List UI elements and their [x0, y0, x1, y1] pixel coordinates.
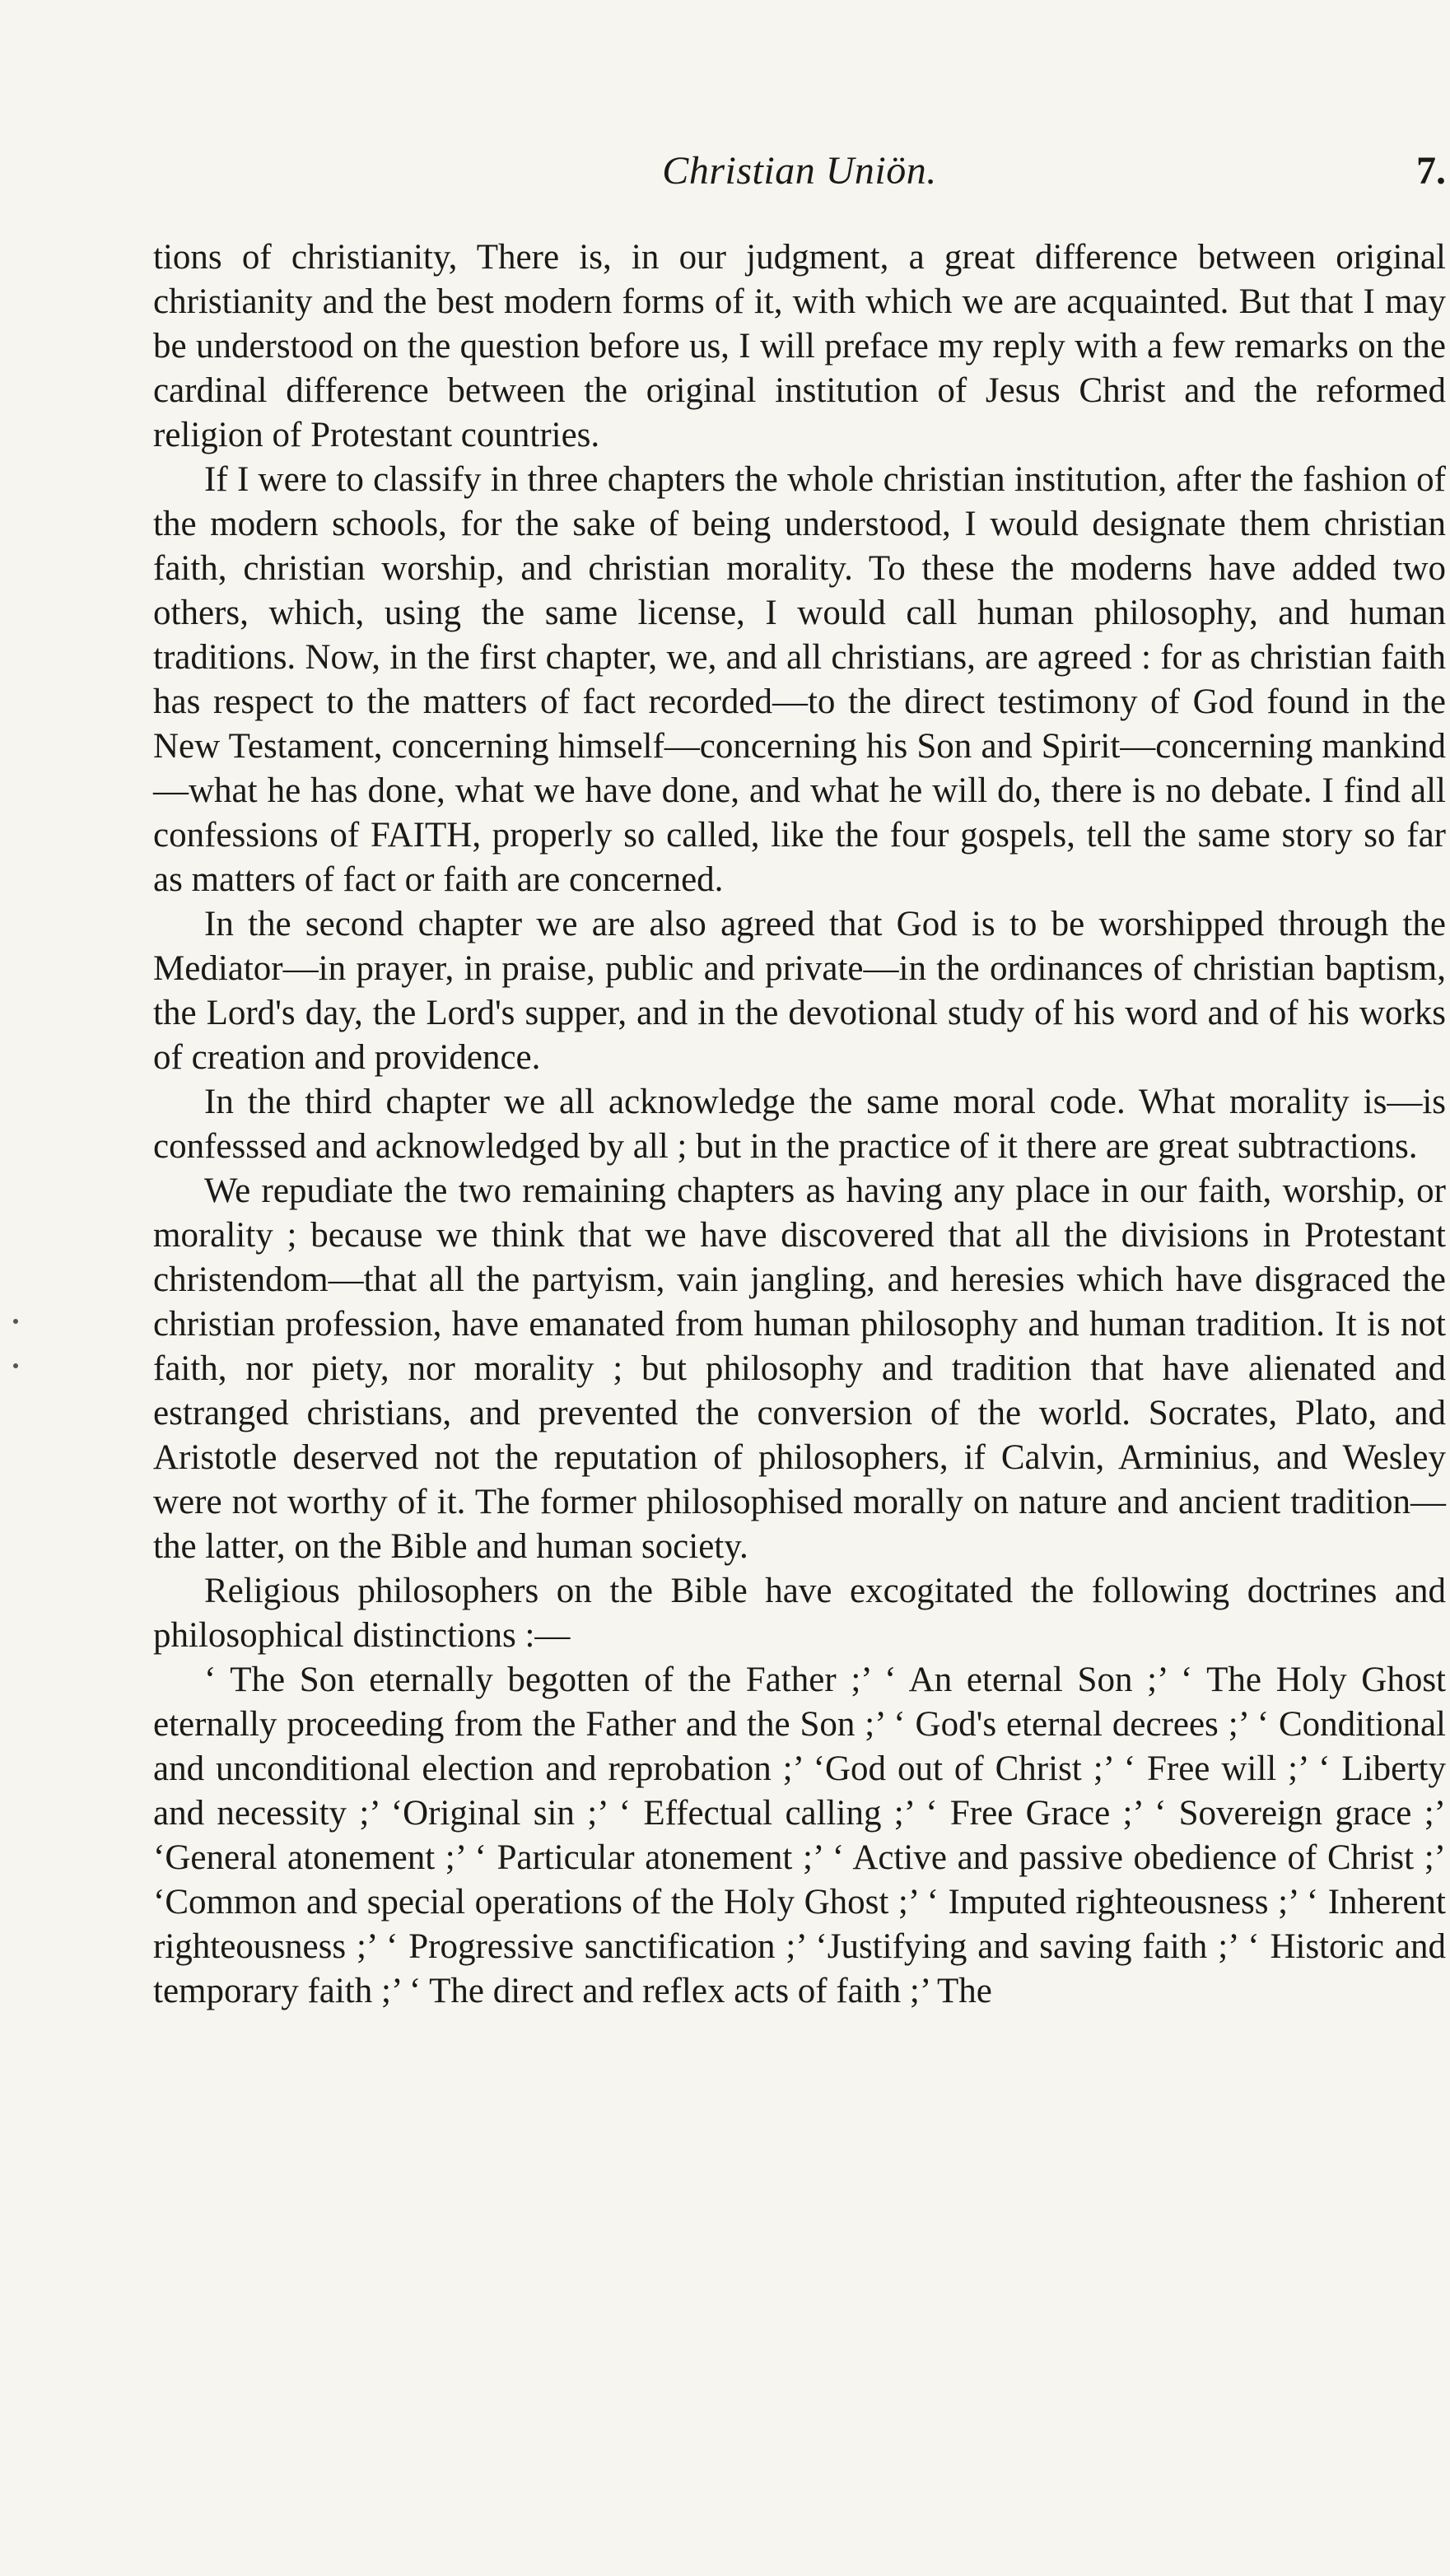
- paragraph: ‘ The Son eternally begotten of the Father ;’ ‘ An eternal Son ;’ ‘ The Holy Ghost eternally proceeding from the Father and the Son ;’ ‘ God's eternal decrees ;’ ‘ Conditional and unconditional election and reprobation ;’ ‘God out of Christ ;’ ‘ Free will ;’ ‘ Liberty and necessity ;’ ‘Original sin ;’ ‘ Effectual calling ;’ ‘ Free Grace ;’ ‘ Sovereign grace ;’ ‘General atonement ;’ ‘ Particular atonement ;’ ‘ Active and passive obedience of Christ ;’ ‘Common and special operations of the Holy Ghost ;’ ‘ Imputed righteousness ;’ ‘ Inherent righteousness ;’ ‘ Progressive sanctification ;’ ‘Justifying and saving faith ;’ ‘ Historic and temporary faith ;’ ‘ The direct and reflex acts of faith ;’ The: [153, 1661, 1446, 2010]
- scan-speck: [13, 1319, 18, 1324]
- paragraph-continuation: tions of christianity, There is, in our judgment, a great difference between original christianity and the best modern forms of it, with which we are acquainted. But that I may be understood on the question before us, I will preface my reply with a few remarks on the cardinal difference between the original institution of Jesus Christ and the reformed religion of Protestant countries.: [153, 238, 1446, 454]
- running-title: Christian Uniön.: [662, 149, 937, 193]
- scan-speck: [13, 1363, 18, 1368]
- book-page: [153, 148, 1446, 2014]
- running-head: [153, 148, 1446, 214]
- paragraph: If I were to classify in three chapters the whole christian institution, after the fashion of the modern schools, for the sake of being understood, I would designate them christian faith, christian worship, and christian morality. To these the moderns have added two others, which, using the same license, I would call human philosophy, and human traditions. Now, in the first chapter, we, and all christians, are agreed : for as christian faith has respect to the matters of fact recorded—to the direct testimony of God found in the New Testament, concerning himself—concerning his Son and Spirit—concerning mankind—what he has done, what we have done, and what he will do, there is no debate. I find all confessions of FAITH, properly so called, like the four gospels, tell the same story so far as matters of fact or faith are concerned.: [153, 460, 1446, 899]
- paragraph: In the third chapter we all acknowledge the same moral code. What morality is—is confesssed and acknowledged by all ; but in the practice of it there are great subtractions.: [153, 1083, 1446, 1166]
- paragraph: In the second chapter we are also agreed that God is to be worshipped through the Mediator—in prayer, in praise, public and private—in the ordinances of christian baptism, the Lord's day, the Lord's supper, and in the devotional study of his word and of his works of creation and providence.: [153, 905, 1446, 1077]
- page-number: 7.: [1416, 149, 1446, 193]
- body-text: [153, 235, 1446, 2014]
- paragraph: We repudiate the two remaining chapters as having any place in our faith, worship, or morality ; because we think that we have discovered that all the divisions in Protestant christendom—that all the partyism, vain jangling, and heresies which have disgraced the christian profession, have emanated from human philosophy and human tradition. It is not faith, nor piety, nor morality ; but philosophy and tradition that have alienated and estranged christians, and prevented the conversion of the world. Socrates, Plato, and Aristotle deserved not the reputation of philosophers, if Calvin, Arminius, and Wesley were not worthy of it. The former philosophised morally on nature and ancient tradition—the latter, on the Bible and human society.: [153, 1172, 1446, 1566]
- paragraph: Religious philosophers on the Bible have excogitated the following doctrines and philosophical distinctions :—: [153, 1572, 1446, 1655]
